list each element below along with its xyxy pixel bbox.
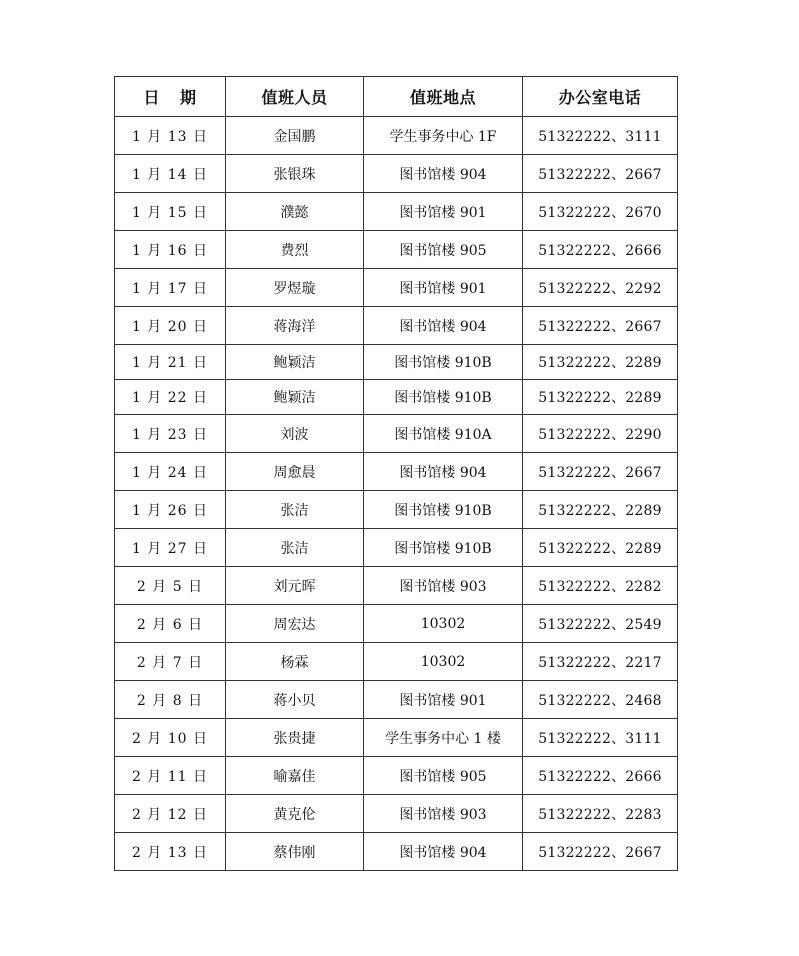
duty-schedule <box>114 76 677 871</box>
header-location: 值班地点 <box>364 77 523 117</box>
table-row <box>115 681 678 719</box>
cell-location: 学生事务中心 1F <box>364 117 523 155</box>
table-row <box>115 719 678 757</box>
cell-location: 图书馆楼 904 <box>364 453 523 491</box>
cell-phone: 51322222、2289 <box>523 529 678 567</box>
cell-phone: 51322222、2282 <box>523 567 678 605</box>
cell-phone: 51322222、2217 <box>523 643 678 681</box>
cell-date: 1 月 15 日 <box>115 193 226 231</box>
cell-person: 张洁 <box>226 491 364 529</box>
header-person: 值班人员 <box>226 77 364 117</box>
cell-person: 费烈 <box>226 231 364 269</box>
table-row <box>115 567 678 605</box>
cell-location: 图书馆楼 905 <box>364 757 523 795</box>
cell-date: 1 月 22 日 <box>115 380 226 415</box>
cell-date: 2 月 13 日 <box>115 833 226 871</box>
cell-location: 图书馆楼 905 <box>364 231 523 269</box>
cell-phone: 51322222、2666 <box>523 757 678 795</box>
cell-date: 2 月 5 日 <box>115 567 226 605</box>
cell-location: 图书馆楼 903 <box>364 795 523 833</box>
cell-date: 1 月 27 日 <box>115 529 226 567</box>
cell-phone: 51322222、2549 <box>523 605 678 643</box>
cell-person: 杨霖 <box>226 643 364 681</box>
cell-phone: 51322222、2666 <box>523 231 678 269</box>
cell-person: 蔡伟刚 <box>226 833 364 871</box>
cell-person: 濮懿 <box>226 193 364 231</box>
cell-date: 2 月 10 日 <box>115 719 226 757</box>
cell-location: 图书馆楼 904 <box>364 155 523 193</box>
cell-date: 1 月 20 日 <box>115 307 226 345</box>
table-row <box>115 117 678 155</box>
cell-location: 图书馆楼 903 <box>364 567 523 605</box>
cell-location: 图书馆楼 910A <box>364 415 523 453</box>
cell-phone: 51322222、2667 <box>523 155 678 193</box>
cell-person: 蒋海洋 <box>226 307 364 345</box>
cell-date: 1 月 14 日 <box>115 155 226 193</box>
cell-location: 10302 <box>364 605 523 643</box>
cell-date: 2 月 6 日 <box>115 605 226 643</box>
cell-phone: 51322222、2289 <box>523 380 678 415</box>
cell-phone: 51322222、2283 <box>523 795 678 833</box>
cell-phone: 51322222、2290 <box>523 415 678 453</box>
table-row <box>115 269 678 307</box>
cell-person: 罗煜璇 <box>226 269 364 307</box>
cell-phone: 51322222、3111 <box>523 719 678 757</box>
cell-date: 2 月 11 日 <box>115 757 226 795</box>
cell-person: 周愈晨 <box>226 453 364 491</box>
cell-person: 黄克伦 <box>226 795 364 833</box>
duty-table <box>114 76 678 871</box>
table-row <box>115 307 678 345</box>
cell-date: 1 月 21 日 <box>115 345 226 380</box>
cell-person: 张洁 <box>226 529 364 567</box>
cell-person: 张银珠 <box>226 155 364 193</box>
table-row <box>115 345 678 380</box>
cell-date: 1 月 17 日 <box>115 269 226 307</box>
cell-location: 图书馆楼 910B <box>364 380 523 415</box>
table-row <box>115 605 678 643</box>
cell-date: 1 月 13 日 <box>115 117 226 155</box>
cell-date: 2 月 8 日 <box>115 681 226 719</box>
cell-person: 蒋小贝 <box>226 681 364 719</box>
table-row <box>115 757 678 795</box>
cell-person: 周宏达 <box>226 605 364 643</box>
table-row <box>115 453 678 491</box>
cell-phone: 51322222、2667 <box>523 833 678 871</box>
cell-date: 1 月 23 日 <box>115 415 226 453</box>
cell-location: 图书馆楼 910B <box>364 491 523 529</box>
cell-location: 图书馆楼 910B <box>364 345 523 380</box>
cell-date: 2 月 12 日 <box>115 795 226 833</box>
table-row <box>115 380 678 415</box>
cell-phone: 51322222、2667 <box>523 307 678 345</box>
table-row <box>115 833 678 871</box>
table-row <box>115 491 678 529</box>
cell-person: 张贵捷 <box>226 719 364 757</box>
cell-phone: 51322222、2289 <box>523 491 678 529</box>
cell-person: 鲍颖洁 <box>226 380 364 415</box>
cell-location: 图书馆楼 901 <box>364 269 523 307</box>
cell-phone: 51322222、2289 <box>523 345 678 380</box>
table-row <box>115 231 678 269</box>
cell-person: 刘波 <box>226 415 364 453</box>
cell-phone: 51322222、3111 <box>523 117 678 155</box>
cell-phone: 51322222、2667 <box>523 453 678 491</box>
cell-location: 图书馆楼 901 <box>364 681 523 719</box>
cell-date: 1 月 24 日 <box>115 453 226 491</box>
cell-location: 图书馆楼 910B <box>364 529 523 567</box>
cell-phone: 51322222、2292 <box>523 269 678 307</box>
cell-location: 图书馆楼 904 <box>364 307 523 345</box>
cell-location: 10302 <box>364 643 523 681</box>
cell-date: 2 月 7 日 <box>115 643 226 681</box>
header-row <box>115 77 678 117</box>
table-row <box>115 415 678 453</box>
cell-person: 刘元晖 <box>226 567 364 605</box>
cell-phone: 51322222、2468 <box>523 681 678 719</box>
cell-person: 鲍颖洁 <box>226 345 364 380</box>
cell-phone: 51322222、2670 <box>523 193 678 231</box>
header-phone: 办公室电话 <box>523 77 678 117</box>
table-row <box>115 529 678 567</box>
cell-date: 1 月 26 日 <box>115 491 226 529</box>
header-date: 日 期 <box>115 77 226 117</box>
cell-person: 金国鹏 <box>226 117 364 155</box>
cell-location: 图书馆楼 904 <box>364 833 523 871</box>
cell-location: 图书馆楼 901 <box>364 193 523 231</box>
cell-person: 喻嘉佳 <box>226 757 364 795</box>
cell-location: 学生事务中心 1 楼 <box>364 719 523 757</box>
table-row <box>115 193 678 231</box>
table-row <box>115 795 678 833</box>
cell-date: 1 月 16 日 <box>115 231 226 269</box>
table-row <box>115 643 678 681</box>
table-row <box>115 155 678 193</box>
